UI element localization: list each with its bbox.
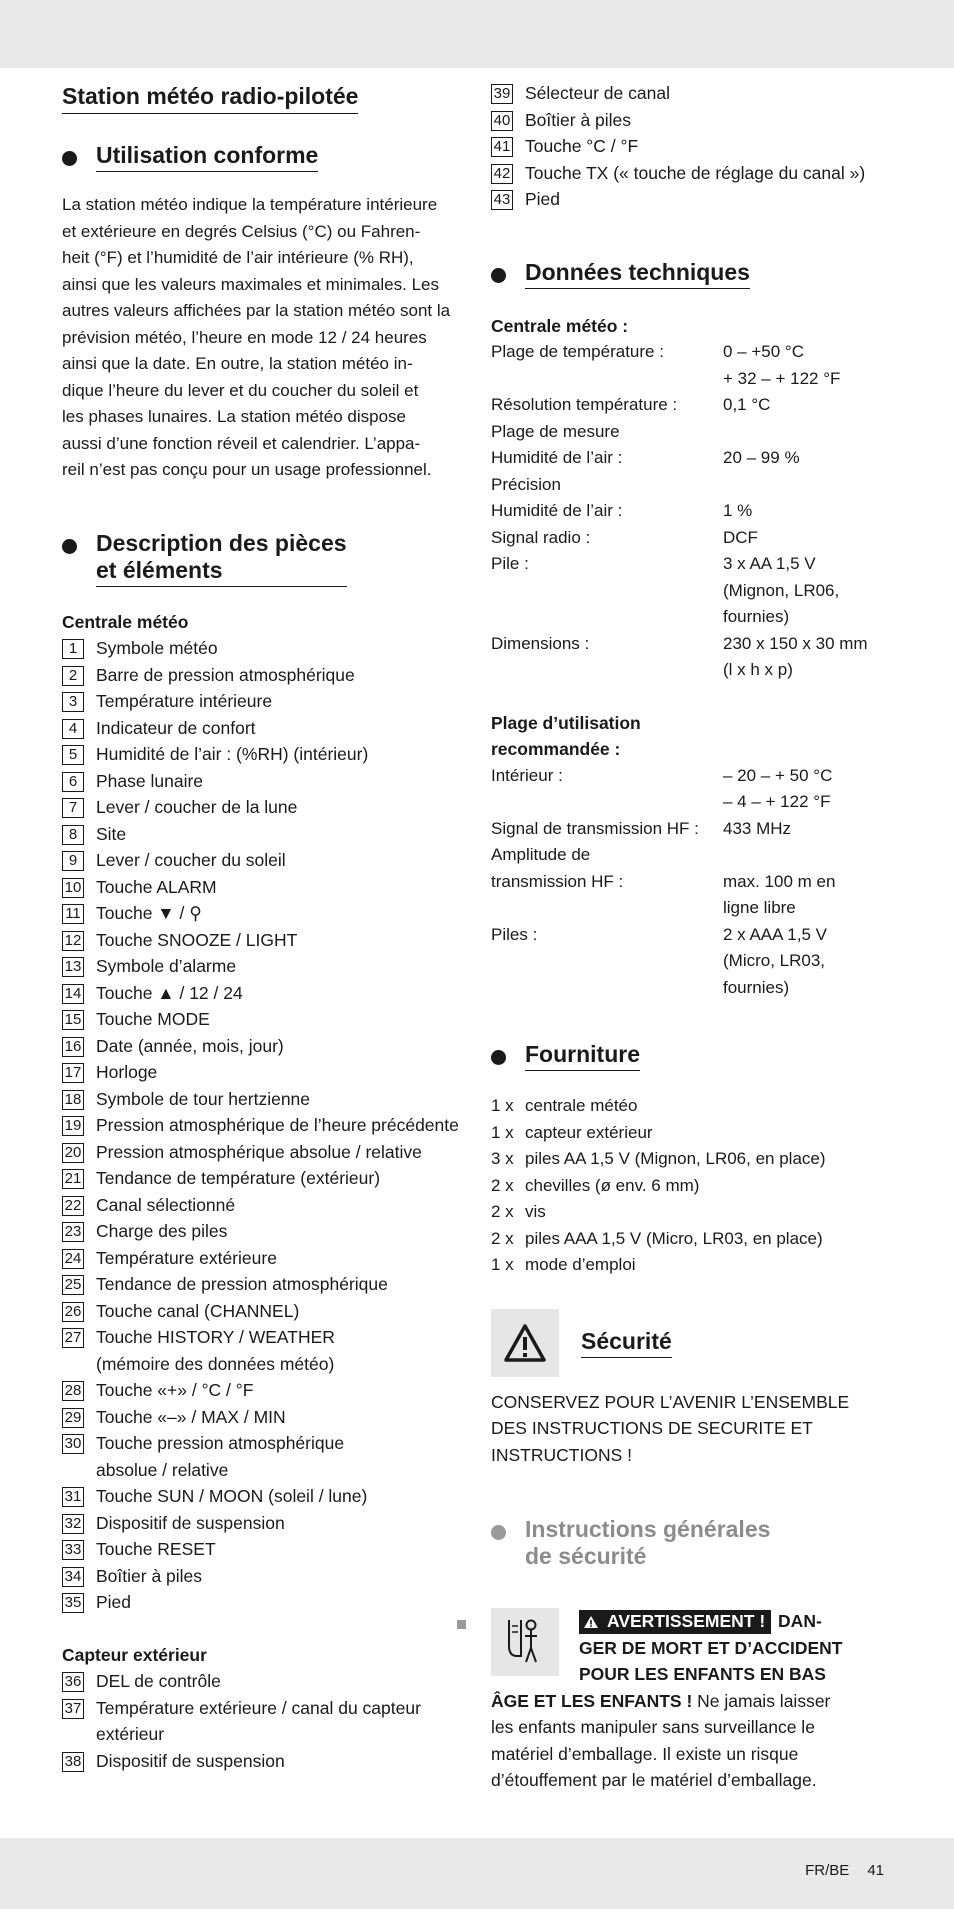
tech-central-heading: Centrale météo : — [491, 315, 629, 336]
supply-item — [491, 1173, 896, 1200]
warning-line: d’étouffement par le matériel d’emballage. — [491, 1770, 817, 1790]
spec-key — [491, 975, 723, 1002]
spec-row — [491, 816, 896, 843]
spec-row — [491, 445, 896, 472]
part-item — [62, 927, 472, 954]
spec-row — [491, 578, 896, 605]
part-label: Symbole de tour hertzienne — [96, 1088, 311, 1109]
use-line: dique l’heure du lever et du coucher du soleil et — [62, 380, 419, 400]
part-item — [62, 1377, 472, 1404]
footer-language: FR/BE — [805, 1862, 850, 1879]
part-item — [62, 1059, 472, 1086]
supply-text: mode d’emploi — [525, 1255, 636, 1274]
part-item — [62, 1139, 472, 1166]
spec-key: Résolution température : — [491, 395, 678, 414]
bullet-dot-icon — [491, 268, 506, 283]
bullet-dot-icon — [491, 1525, 506, 1540]
supply-item — [491, 1252, 896, 1279]
part-label: Pied — [525, 189, 561, 209]
part-number: 33 — [62, 1540, 84, 1560]
spec-value: – 4 – + 122 °F — [723, 792, 831, 811]
spec-value: (l x h x p) — [723, 660, 793, 679]
supply-text: centrale météo — [525, 1096, 638, 1115]
part-label: Touche RESET — [96, 1539, 216, 1559]
part-item — [491, 186, 896, 213]
bullet-dot-icon — [62, 151, 77, 166]
spec-row — [491, 975, 896, 1002]
spec-value: ligne libre — [723, 898, 796, 917]
section-safety-title: Sécurité — [581, 1328, 672, 1358]
warning-body-1: Ne jamais laisser — [692, 1690, 831, 1711]
spec-row — [491, 763, 896, 790]
supply-quantity: 1 x — [491, 1096, 514, 1115]
part-number: 40 — [491, 111, 513, 131]
warning-head-2: GER DE MORT ET D’ACCIDENT — [579, 1637, 843, 1658]
part-label: Touche «+» / °C / °F — [96, 1380, 254, 1400]
part-label: Touche °C / °F — [525, 136, 639, 156]
part-number: 25 — [62, 1275, 84, 1295]
section-supply-title: Fourniture — [525, 1041, 640, 1071]
part-label: Date (année, mois, jour) — [96, 1035, 284, 1056]
safety-keep-instructions — [491, 1389, 896, 1469]
section-parts-title-line1: Description des pièces — [96, 529, 347, 556]
part-label: Site — [96, 823, 127, 844]
section-parts-title — [96, 530, 347, 587]
spec-value: fournies) — [723, 977, 790, 997]
part-number: 9 — [62, 851, 84, 871]
supply-item — [491, 1146, 896, 1173]
part-label: Touche SUN / MOON (soleil / lune) — [96, 1486, 368, 1506]
part-label: Touche ALARM — [96, 876, 217, 897]
part-label: extérieur — [96, 1724, 165, 1744]
part-label: Pression atmosphérique absolue / relative — [96, 1141, 422, 1162]
use-line: heit (°F) et l’humidité de l’air intérieure (% RH), — [62, 248, 414, 267]
part-label: Touche MODE — [96, 1009, 210, 1029]
warning-line: matériel d’emballage. Il existe un risque — [491, 1743, 799, 1764]
tech-central-table — [491, 339, 896, 684]
part-label: Humidité de l’air : (%RH) (intérieur) — [96, 744, 369, 764]
central-parts-heading: Centrale météo — [62, 611, 189, 632]
part-item — [62, 1006, 472, 1033]
part-label: Barre de pression atmosphérique — [96, 664, 355, 685]
part-number: 11 — [62, 904, 84, 924]
part-label: Température extérieure / canal du capteur — [96, 1697, 421, 1718]
part-item — [62, 1536, 472, 1563]
spec-row — [491, 419, 896, 446]
warning-top — [491, 1608, 896, 1688]
part-number: 29 — [62, 1408, 84, 1428]
part-label: Lever / coucher du soleil — [96, 850, 286, 870]
spec-key: Piles : — [491, 924, 538, 944]
part-number: 12 — [62, 931, 84, 951]
spec-key: Humidité de l’air : — [491, 448, 623, 467]
warning-body — [491, 1688, 896, 1794]
right-column — [491, 80, 896, 1794]
part-item — [491, 80, 896, 107]
square-bullet-icon — [457, 1620, 466, 1629]
spec-row — [491, 869, 896, 896]
spec-row — [491, 922, 896, 949]
use-line: et extérieure en degrés Celsius (°C) ou Fahren- — [62, 221, 421, 241]
spec-key — [491, 948, 723, 975]
spec-key: Plage de mesure — [491, 421, 620, 441]
use-line: reil n’est pas conçu pour un usage professionnel. — [62, 460, 432, 479]
central-parts-list — [62, 635, 472, 1616]
spec-value: 0,1 °C — [723, 395, 771, 414]
spec-key — [491, 366, 723, 393]
warning-head-1: DAN- — [778, 1611, 822, 1631]
part-number: 2 — [62, 666, 84, 686]
part-item — [62, 1218, 472, 1245]
part-number: 5 — [62, 745, 84, 765]
use-line: ainsi que la date. En outre, la station météo in- — [62, 354, 413, 373]
spec-key: Plage de température : — [491, 342, 664, 361]
part-number: 1 — [62, 639, 84, 659]
spec-key — [491, 895, 723, 922]
use-line: prévision météo, l’heure en mode 12 / 24 heures — [62, 327, 427, 347]
part-label: (mémoire des données météo) — [96, 1353, 335, 1374]
part-number: 28 — [62, 1381, 84, 1401]
spec-value — [723, 472, 896, 499]
spec-value: 20 – 99 % — [723, 448, 800, 467]
part-item — [62, 1298, 472, 1325]
warning-heading-text — [579, 1608, 842, 1688]
use-line: La station météo indique la température intérieure — [62, 195, 438, 214]
spec-value: (Micro, LR03, — [723, 951, 826, 970]
spec-value: 2 x AAA 1,5 V — [723, 924, 827, 944]
section-use-title: Utilisation conforme — [96, 142, 318, 172]
part-label: Température intérieure — [96, 691, 273, 711]
supply-item — [491, 1199, 896, 1226]
supply-text: piles AA 1,5 V (Mignon, LR06, en place) — [525, 1149, 826, 1168]
part-label: Boîtier à piles — [525, 109, 632, 130]
spec-value: – 20 – + 50 °C — [723, 765, 833, 785]
spec-value: fournies) — [723, 607, 790, 626]
part-label: Symbole d’alarme — [96, 956, 237, 976]
warning-triangle-small-icon — [583, 1612, 599, 1634]
part-number: 42 — [491, 164, 513, 184]
warning-head-4: ÂGE ET LES ENFANTS ! — [491, 1690, 693, 1711]
part-item — [491, 133, 896, 160]
part-number: 32 — [62, 1514, 84, 1534]
footer-page-number: 41 — [867, 1862, 884, 1879]
general-safety-title-line2: de sécurité — [525, 1543, 647, 1569]
spec-row — [491, 472, 896, 499]
part-item — [62, 1748, 472, 1775]
spec-key: Dimensions : — [491, 633, 590, 653]
tech-range-table — [491, 763, 896, 1002]
part-item — [62, 688, 472, 715]
keep-line: DES INSTRUCTIONS DE SECURITE ET — [491, 1418, 813, 1438]
section-tech-title: Données techniques — [525, 259, 750, 289]
section-general-safety-heading — [491, 1516, 896, 1572]
keep-line: INSTRUCTIONS ! — [491, 1444, 632, 1465]
part-label: Horloge — [96, 1062, 158, 1082]
spec-row — [491, 366, 896, 393]
section-tech-heading — [491, 259, 896, 289]
part-item — [62, 1112, 472, 1139]
spec-key — [491, 578, 723, 605]
part-item — [62, 741, 472, 768]
part-number: 38 — [62, 1752, 84, 1772]
part-label: Température extérieure — [96, 1247, 277, 1268]
spec-key — [491, 789, 723, 816]
warning-lines — [491, 1714, 896, 1794]
spec-value — [723, 842, 896, 869]
part-item — [62, 1086, 472, 1113]
section-use-heading — [62, 142, 472, 172]
supply-text: piles AAA 1,5 V (Micro, LR03, en place) — [525, 1228, 823, 1248]
supply-list — [491, 1093, 896, 1279]
supply-item — [491, 1093, 896, 1120]
spec-value: 3 x AA 1,5 V — [723, 554, 816, 573]
part-number: 8 — [62, 825, 84, 845]
part-number: 18 — [62, 1090, 84, 1110]
part-item — [62, 794, 472, 821]
part-label: DEL de contrôle — [96, 1671, 221, 1691]
spec-key: Intérieur : — [491, 765, 563, 785]
part-item — [62, 821, 472, 848]
part-number: 23 — [62, 1222, 84, 1242]
part-number: 35 — [62, 1593, 84, 1613]
spec-value: DCF — [723, 527, 758, 547]
part-number: 24 — [62, 1249, 84, 1269]
part-number: 20 — [62, 1143, 84, 1163]
top-band — [0, 0, 954, 68]
supply-quantity: 1 x — [491, 1255, 514, 1274]
warning-head-3: POUR LES ENFANTS EN BAS — [579, 1664, 826, 1684]
part-number: 19 — [62, 1116, 84, 1136]
supply-quantity: 1 x — [491, 1122, 514, 1142]
spec-key: Amplitude de — [491, 845, 591, 864]
part-number: 4 — [62, 719, 84, 739]
part-item — [62, 953, 472, 980]
part-number: 6 — [62, 772, 84, 792]
spec-row — [491, 498, 896, 525]
spec-row — [491, 631, 896, 658]
left-column — [62, 80, 472, 1774]
part-item — [62, 1589, 472, 1616]
part-item — [62, 1324, 472, 1377]
supply-text: vis — [525, 1202, 546, 1221]
spec-key — [491, 657, 723, 684]
part-item — [62, 847, 472, 874]
part-item — [62, 1430, 472, 1483]
part-label: Touche pression atmosphérique — [96, 1433, 345, 1453]
warning-line: les enfants manipuler sans surveillance le — [491, 1717, 815, 1737]
part-item — [62, 980, 472, 1007]
part-number: 30 — [62, 1434, 84, 1454]
supply-quantity: 2 x — [491, 1202, 514, 1221]
document-title: Station météo radio-pilotée — [62, 80, 358, 114]
spec-row — [491, 842, 896, 869]
part-item — [62, 715, 472, 742]
part-item — [62, 768, 472, 795]
part-number: 17 — [62, 1063, 84, 1083]
part-number: 13 — [62, 957, 84, 977]
supply-quantity: 2 x — [491, 1228, 514, 1248]
part-label: Touche SNOOZE / LIGHT — [96, 929, 298, 950]
spec-row — [491, 339, 896, 366]
part-item — [62, 1192, 472, 1219]
part-item — [62, 900, 472, 927]
part-item — [62, 874, 472, 901]
section-general-safety-title — [525, 1516, 770, 1572]
section-safety-heading — [491, 1309, 896, 1377]
part-number: 41 — [491, 137, 513, 157]
spec-row — [491, 657, 896, 684]
part-number: 27 — [62, 1328, 84, 1348]
part-label: Pied — [96, 1592, 132, 1612]
supply-quantity: 3 x — [491, 1149, 514, 1168]
spec-value: + 32 – + 122 °F — [723, 368, 841, 388]
spec-row — [491, 525, 896, 552]
child-with-packaging-icon — [491, 1608, 559, 1676]
bullet-dot-icon — [62, 539, 77, 554]
part-number: 22 — [62, 1196, 84, 1216]
part-number: 36 — [62, 1672, 84, 1692]
part-number: 15 — [62, 1010, 84, 1030]
spec-key: transmission HF : — [491, 871, 624, 891]
part-number: 31 — [62, 1487, 84, 1507]
spec-key: Signal radio : — [491, 527, 591, 547]
part-number: 16 — [62, 1037, 84, 1057]
part-item — [491, 107, 896, 134]
part-number: 7 — [62, 798, 84, 818]
part-item — [62, 1563, 472, 1590]
spec-key — [491, 604, 723, 631]
section-parts-heading — [62, 530, 472, 587]
sensor-parts-heading: Capteur extérieur — [62, 1644, 207, 1665]
part-label: Sélecteur de canal — [525, 83, 670, 103]
part-label: absolue / relative — [96, 1459, 229, 1480]
warning-item — [457, 1608, 896, 1794]
part-label: Touche HISTORY / WEATHER — [96, 1327, 335, 1347]
part-item — [62, 1404, 472, 1431]
spec-value: max. 100 m en — [723, 871, 836, 891]
part-number: 14 — [62, 984, 84, 1004]
part-label: Touche ▼ / ⚲ — [96, 903, 203, 923]
part-item — [62, 635, 472, 662]
part-label: Dispositif de suspension — [96, 1750, 285, 1771]
spec-value: 1 % — [723, 501, 753, 520]
use-line: les phases lunaires. La station météo dispose — [62, 407, 406, 426]
warning-label — [579, 1610, 771, 1634]
section-parts-title-line2: et éléments — [96, 556, 223, 583]
part-number: 39 — [491, 84, 513, 104]
warning-triangle-icon — [491, 1309, 559, 1377]
spec-key: Signal de transmission HF : — [491, 818, 699, 838]
spec-key: Précision — [491, 474, 561, 494]
page-footer — [805, 1862, 884, 1879]
section-supply-heading — [491, 1041, 896, 1071]
spec-key: Humidité de l’air : — [491, 501, 623, 520]
part-item — [62, 1510, 472, 1537]
part-item — [62, 1668, 472, 1695]
supply-quantity: 2 x — [491, 1175, 514, 1195]
spec-row — [491, 789, 896, 816]
spec-row — [491, 948, 896, 975]
spec-value: 0 – +50 °C — [723, 342, 804, 361]
part-label: Touche canal (CHANNEL) — [96, 1300, 300, 1321]
part-number: 34 — [62, 1567, 84, 1587]
part-item — [62, 1033, 472, 1060]
part-label: Dispositif de suspension — [96, 1512, 285, 1533]
part-label: Pression atmosphérique de l’heure précédente — [96, 1115, 459, 1135]
supply-item — [491, 1120, 896, 1147]
part-number: 43 — [491, 190, 513, 210]
part-label: Charge des piles — [96, 1221, 228, 1241]
part-item — [62, 1165, 472, 1192]
part-label: Touche «–» / MAX / MIN — [96, 1406, 286, 1427]
spec-row — [491, 895, 896, 922]
part-label: Touche TX (« touche de réglage du canal ») — [525, 162, 866, 183]
part-number: 26 — [62, 1302, 84, 1322]
part-label: Touche ▲ / 12 / 24 — [96, 982, 243, 1003]
spec-value: 433 MHz — [723, 818, 792, 838]
part-label: Boîtier à piles — [96, 1565, 203, 1586]
part-item — [62, 1483, 472, 1510]
use-line: autres valeurs affichées par la station météo sont la — [62, 301, 451, 320]
spec-value — [723, 419, 896, 446]
keep-line: CONSERVEZ POUR L’AVENIR L’ENSEMBLE — [491, 1391, 850, 1412]
spec-key: Pile : — [491, 554, 529, 573]
part-label: Canal sélectionné — [96, 1194, 236, 1215]
part-label: Phase lunaire — [96, 770, 204, 791]
part-label: Tendance de température (extérieur) — [96, 1168, 381, 1188]
supply-item — [491, 1226, 896, 1253]
supply-text: capteur extérieur — [525, 1122, 653, 1142]
general-safety-title-line1: Instructions générales — [525, 1516, 771, 1542]
supply-text: chevilles (ø env. 6 mm) — [525, 1175, 700, 1195]
bullet-dot-icon — [491, 1050, 506, 1065]
part-item — [491, 160, 896, 187]
part-label: Symbole météo — [96, 638, 218, 658]
part-number: 3 — [62, 692, 84, 712]
part-item — [62, 1271, 472, 1298]
part-label: Lever / coucher de la lune — [96, 797, 298, 817]
use-paragraph — [62, 192, 472, 484]
tech-range-heading-line1: Plage d’utilisation — [491, 712, 641, 733]
use-line: aussi d’une fonction réveil et calendrier. L’appa- — [62, 433, 421, 453]
part-item — [62, 1695, 472, 1748]
warning-label-text: AVERTISSEMENT ! — [607, 1611, 766, 1631]
spec-row — [491, 551, 896, 578]
spec-value: 230 x 150 x 30 mm — [723, 633, 868, 653]
part-number: 10 — [62, 878, 84, 898]
part-item — [62, 662, 472, 689]
part-item — [62, 1245, 472, 1272]
spec-row — [491, 392, 896, 419]
part-label: Indicateur de confort — [96, 717, 256, 738]
part-number: 21 — [62, 1169, 84, 1189]
spec-value: (Mignon, LR06, — [723, 580, 840, 600]
part-number: 37 — [62, 1699, 84, 1719]
use-line: ainsi que les valeurs maximales et minimales. Les — [62, 274, 439, 294]
part-label: Tendance de pression atmosphérique — [96, 1274, 388, 1294]
sensor-parts-list — [62, 1668, 472, 1774]
tech-range-heading-line2: recommandée : — [491, 739, 621, 759]
spec-row — [491, 604, 896, 631]
sensor-parts-list-continued — [491, 80, 896, 213]
